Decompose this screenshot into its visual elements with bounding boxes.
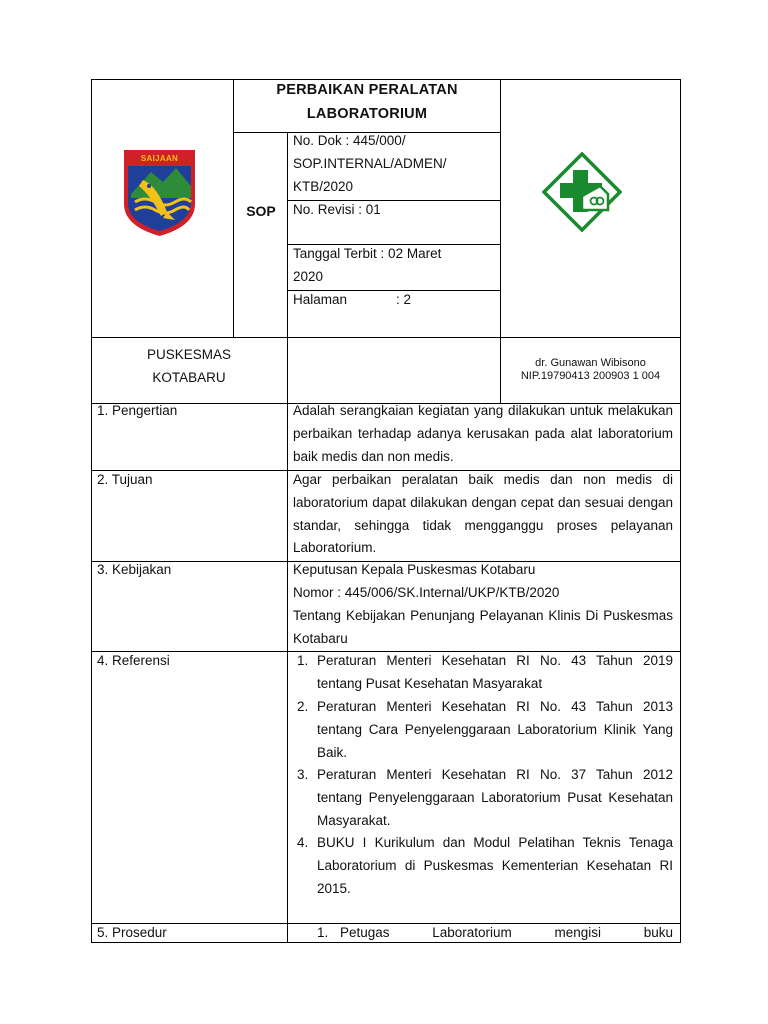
prosedur-label: 5. Prosedur	[97, 925, 167, 940]
pengertian-text: Adalah serangkaian kegiatan yang dilakukan untuk melakukan perbaikan terhadap adanya kerusakan pada alat laboratorium baik medis dan non medis.	[293, 403, 673, 464]
referensi-label: 4. Referensi	[97, 653, 170, 668]
referensi-number: 3.	[297, 767, 309, 782]
referensi-number: 2.	[297, 699, 309, 714]
tanggal-terbit-line-1: Tanggal Terbit : 02 Maret	[293, 246, 442, 261]
signer-nip: NIP.19790413 200903 1 004	[520, 370, 661, 382]
regency-emblem-icon	[121, 146, 198, 239]
tujuan-label: 2. Tujuan	[97, 472, 153, 487]
referensi-item: Peraturan Menteri Kesehatan RI No. 37 Tahun 2012 tentang Penyelenggaraan Laboratorium Pusat Kesehatan Masyarakat.	[317, 767, 673, 828]
referensi-item: Peraturan Menteri Kesehatan RI No. 43 Tahun 2019 tentang Pusat Kesehatan Masyarakat	[317, 653, 673, 691]
no-dok-line-2: SOP.INTERNAL/ADMEN/	[293, 156, 447, 171]
institution-name-line-2: KOTABARU	[152, 370, 226, 385]
kebijakan-line-2: Nomor : 445/006/SK.Internal/UKP/KTB/2020	[293, 585, 560, 600]
referensi-item: BUKU I Kurikulum dan Modul Pelatihan Teknis Tenaga Laboratorium di Puskesmas Kementerian Kesehatan RI 2015.	[317, 835, 673, 896]
referensi-number: 4.	[297, 835, 309, 850]
halaman-label: Halaman	[293, 292, 348, 307]
title-line-1: PERBAIKAN PERALATAN	[276, 82, 458, 98]
puskesmas-logo-icon	[542, 152, 622, 232]
emblem-label: SAIJAAN	[140, 154, 179, 163]
title-line-2: LABORATORIUM	[306, 106, 428, 122]
referensi-item: Peraturan Menteri Kesehatan RI No. 43 Tahun 2013 tentang Cara Penyelenggaraan Laboratorium Klinik Yang Baik.	[317, 699, 673, 760]
kebijakan-line-3: Tentang Kebijakan Penunjang Pelayanan Klinis Di Puskesmas Kotabaru	[293, 608, 673, 646]
halaman-value: : 2	[396, 292, 412, 307]
sop-label: SOP	[246, 203, 276, 219]
tanggal-terbit-line-2: 2020	[293, 269, 324, 284]
no-dok-line-1: No. Dok : 445/000/	[293, 133, 406, 148]
kebijakan-label: 3. Kebijakan	[97, 562, 172, 577]
prosedur-step-text: Petugas Laboratorium mengisi buku	[340, 925, 673, 940]
referensi-number: 1.	[297, 653, 309, 668]
no-dok-line-3: KTB/2020	[293, 179, 354, 194]
no-revisi: No. Revisi : 01	[293, 202, 381, 217]
body-column-divider	[287, 337, 288, 943]
kebijakan-line-1: Keputusan Kepala Puskesmas Kotabaru	[293, 562, 536, 577]
prosedur-number: 1.	[317, 925, 329, 940]
table-border-left	[91, 79, 92, 943]
sop-divider	[287, 132, 288, 337]
pengertian-label: 1. Pengertian	[97, 403, 178, 418]
table-border-right	[680, 79, 681, 943]
tujuan-text: Agar perbaikan peralatan baik medis dan non medis di laboratorium dapat dilakukan dengan cepat dan sesuai dengan standar, sehingga tidak mengganggu proses pelayanan Laboratorium.	[293, 472, 673, 556]
institution-name-line-1: PUSKESMAS	[146, 347, 232, 362]
document-title	[234, 78, 500, 126]
signer-name: dr. Gunawan Wibisono	[535, 357, 646, 369]
header-bottom-divider	[91, 337, 681, 338]
